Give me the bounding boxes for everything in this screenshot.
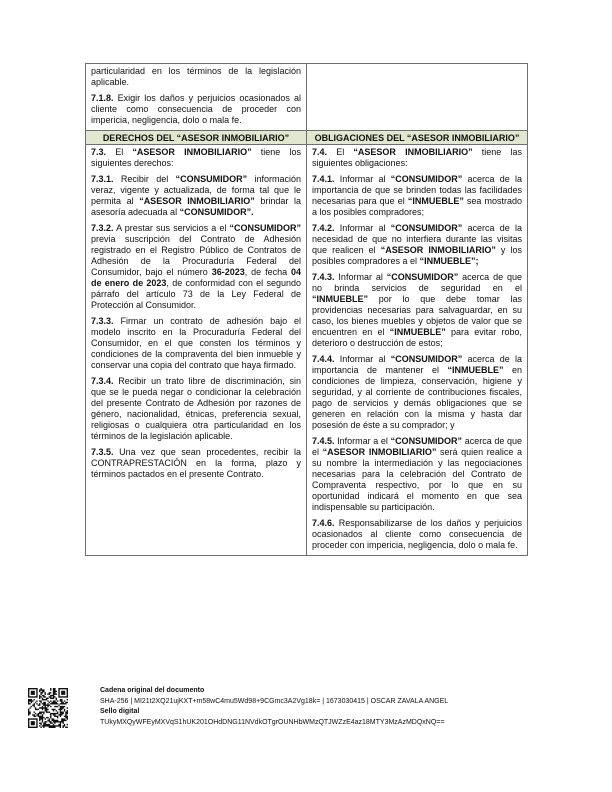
clause-7-4-1: 7.4.1. Informar al “CONSUMIDOR” acerca de la importancia de que se brinden todas las facilidades necesarias para que el “INMUEBLE” sea mostrado a los posibles compradores; <box>312 174 523 217</box>
clause-7-3-4: 7.3.4. Recibir un trato libre de discriminación, sin que se le pueda negar o condicionar la celebración del presente Contrato de Adhesión por razones de género, nacionalidad, étnicas, preferencia sexual, religiosas o cualquiera otra particularidad en los términos de la legislación aplicable. <box>91 376 301 441</box>
clause-7-3-1: 7.3.1. Recibir del “CONSUMIDOR” información veraz, vigente y actualizada, de forma tal que le permita al “ASESOR INMOBILIARIO” brindar la asesoría adecuada al “CONSUMIDOR”. <box>91 174 301 217</box>
clause-7-4: 7.4. El “ASESOR INMOBILIARIO” tiene las siguientes obligaciones: <box>312 147 522 168</box>
clause-7-3-3: 7.3.3. Firmar un contrato de adhesión bajo el modelo inscrito en la Procuraduría Federal del Consumidor, en el que consten los términos y condiciones de la compraventa del bien inmueble y conservar una copia del contrato que haya firmado. <box>91 316 301 370</box>
sello-digital-label: Sello digital <box>100 708 140 715</box>
cadena-original-label: Cadena original del documento <box>100 687 205 694</box>
continuation-text: particularidad en los términos de la legislación aplicable. <box>91 66 301 87</box>
clause-7-3-2: 7.3.2. A prestar sus servicios a el “CONSUMIDOR” previa suscripción del Contrato de Adhesión registrado en el Registro Público de Contratos de Adhesión de la Procuraduría Federal del Consumidor, bajo el número 36-2023, de fecha 04 de enero de 2023, de conformidad con el segundo párrafo del artículo 73 de la Ley Federal de Protección al Consumidor. <box>91 223 302 310</box>
header-rights: DERECHOS DEL “ASESOR INMOBILIARIO” <box>86 131 307 144</box>
clause-7-4-3: 7.4.3. Informar al “CONSUMIDOR” acerca de que no brinda servicios de seguridad en el “INMUEBLE” por lo que debe tomar las providencias necesarias para salvaguardar, en su caso, los bienes muebles y objetos de valor que se encuentren en el “INMUEBLE” para evitar robo, deterioro o destrucción de estos; <box>312 272 522 348</box>
continuation-right-cell <box>307 64 527 130</box>
body-row <box>86 145 527 555</box>
digital-signature-footer <box>28 686 588 746</box>
header-row <box>86 130 527 145</box>
qr-finder-pattern <box>58 688 68 698</box>
obligations-column <box>307 145 527 555</box>
header-obligations: OBLIGACIONES DEL “ASESOR INMOBILIARIO” <box>314 133 520 143</box>
signature-text-block <box>100 686 448 728</box>
qr-finder-pattern <box>28 718 38 728</box>
qr-finder-pattern <box>28 688 38 698</box>
clause-7-4-2: 7.4.2. Informar al “CONSUMIDOR” acerca de la necesidad de que no interfiera durante las visitas que realicen el “ASESOR INMOBILIARIO” y los posibles compradores a el “INMUEBLE”; <box>312 223 523 266</box>
sello-digital-value: TUkyMXQyWFEyMXVqS1hUK201OHdDNG11NVdkOTgrOUNHbWMzQTJWZzE4az18MTY3MzAzMDQxNQ== <box>100 718 445 726</box>
contract-table <box>85 63 528 556</box>
cadena-original-value: SHA-256 | MI21t2XQ21ujKXT+m58wC4mu5Wd98+9CGmc3A2Vg18k= | 1673030415 | OSCAR ZAVALA ANGEL <box>100 697 449 705</box>
qr-code-icon <box>28 688 68 728</box>
clause-7-3: 7.3. El “ASESOR INMOBILIARIO” tiene los siguientes derechos: <box>91 147 301 168</box>
rights-column <box>86 145 307 555</box>
clause-7-3-5: 7.3.5. Una vez que sean procedentes, recibir la CONTRAPRESTACIÓN en la forma, plazo y términos pactados en el presente Contrato. <box>91 447 301 479</box>
clause-7-4-4: 7.4.4. Informar al “CONSUMIDOR” acerca de la importancia de mantener el “INMUEBLE” en condiciones de limpieza, conservación, higiene y seguridad, y al corriente de contribuciones fiscales, pago de servicios y demás obligaciones que se generen en relación con la misma y hasta dar posesión de éste a su comprador; y <box>312 354 523 430</box>
clause-7-4-5: 7.4.5. Informar a el “CONSUMIDOR” acerca de que el “ASESOR INMOBILIARIO” será quien realice a su nombre la intermediación y las negociaciones necesarias para la celebración del Contrato de Compraventa respectivo, por lo que en su oportunidad indicará el momento en que sea indispensable su participación. <box>312 436 522 512</box>
continuation-row <box>86 64 527 130</box>
continuation-left-cell <box>86 64 307 130</box>
clause-7-4-6: 7.4.6. Responsabilizarse de los daños y perjuicios ocasionados al cliente como consecuencia de proceder con impericia, negligencia, dolo o mala fe. <box>312 518 522 550</box>
clause-7-1-8: 7.1.8. Exigir los daños y perjuicios ocasionados al cliente como consecuencia de proceder con impericia, negligencia, dolo o mala fe. <box>91 93 301 125</box>
